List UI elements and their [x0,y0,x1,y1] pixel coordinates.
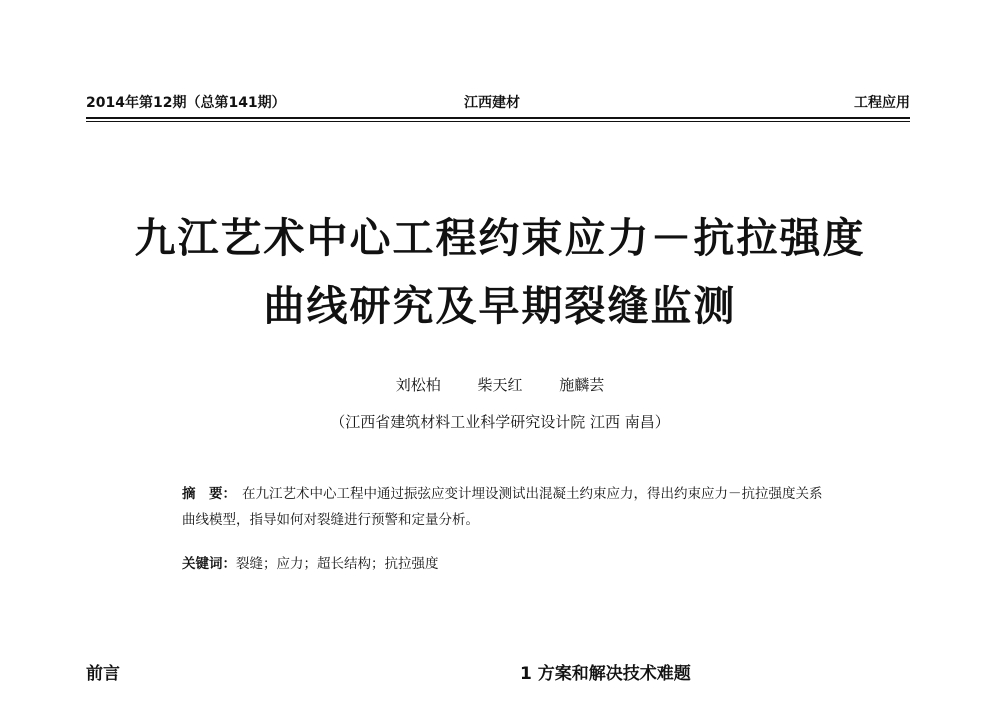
section-heading-1: 1 方案和解决技术难题 [520,664,691,684]
abstract-label: 摘 要： [182,486,236,502]
journal-name: 江西建材 [464,95,520,111]
author-name: 施麟芸 [559,376,605,394]
running-header [86,92,910,116]
column-name: 工程应用 [854,95,910,111]
section-heading-preface: 前言 [86,664,120,684]
author-name: 刘松柏 [395,376,441,394]
header-rule-thin [86,121,910,122]
keywords [182,552,439,572]
keywords-text: 裂缝；应力；超长结构；抗拉强度 [236,556,439,572]
paper-title-line-2: 曲线研究及早期裂缝监测 [263,282,737,330]
abstract-text: 在九江艺术中心工程中通过振弦应变计埋设测试出混凝土约束应力，得出约束应力－抗拉强度关系曲线模型，指导如何对裂缝进行预警和定量分析。 [182,486,823,528]
header-rule-thick [86,117,910,119]
affiliation: （江西省建筑材料工业科学研究设计院 江西 南昌） [330,413,670,431]
paper-title-line-1: 九江艺术中心工程约束应力－抗拉强度 [134,214,866,262]
issue-info: 2014年第12期（总第141期） [86,95,286,111]
keywords-label: 关键词： [182,556,236,572]
author-list [0,374,1000,395]
abstract [182,481,832,533]
author-name: 柴天红 [477,376,523,394]
